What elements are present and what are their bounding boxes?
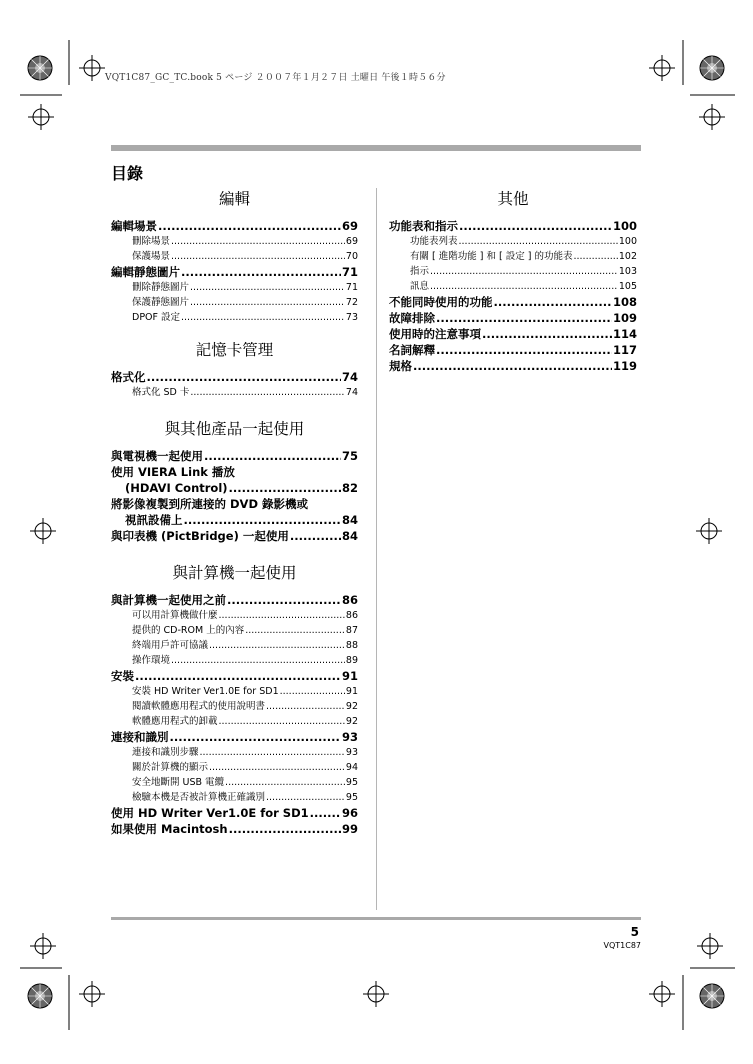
- toc-page-number: 71: [345, 282, 358, 293]
- toc-entry[interactable]: [389, 342, 637, 358]
- section-title: 與其他產品一起使用: [164, 420, 305, 438]
- toc-dot-leader: [266, 790, 345, 805]
- toc-entry-title: 視訊設備上: [125, 513, 183, 527]
- registration-mark-top-left-b: [28, 104, 54, 130]
- toc-entry-line: 使用 VIERA Link 播放: [111, 465, 235, 479]
- toc-entry-title: 功能表列表: [410, 236, 458, 247]
- toc-entry[interactable]: [389, 218, 637, 234]
- toc-page-number: 69: [345, 236, 358, 247]
- registration-mark-bottom-right-b: [697, 933, 723, 959]
- toc-subentry[interactable]: [111, 295, 358, 310]
- toc-subentry[interactable]: [389, 279, 637, 294]
- toc-entry-title: 有關 [ 進階功能 ] 和 [ 設定 ] 的功能表: [410, 251, 573, 262]
- toc-page-number: 72: [345, 297, 358, 308]
- toc-dot-leader: [219, 608, 345, 623]
- toc-dot-leader: [494, 294, 612, 310]
- toc-entry-title: 使用 HD Writer Ver1.0E for SD1: [111, 806, 309, 820]
- toc-dot-leader: [573, 249, 617, 264]
- page-number: 5: [630, 925, 639, 939]
- toc-entry-title: 格式化 SD 卡: [132, 387, 190, 398]
- toc-dot-leader: [280, 684, 345, 699]
- section-title: 記憶卡管理: [195, 341, 274, 359]
- right-column: [389, 188, 637, 374]
- toc-subentry[interactable]: [389, 234, 637, 249]
- toc-dot-leader: [200, 745, 345, 760]
- toc-page-number: 100: [618, 236, 637, 247]
- toc-dot-leader: [209, 760, 345, 775]
- registration-mark-mid-left: [30, 518, 56, 544]
- column-divider: [376, 188, 377, 910]
- toc-dot-leader: [436, 310, 612, 326]
- toc-dot-leader: [190, 385, 345, 400]
- toc-subentry[interactable]: [111, 249, 358, 264]
- toc-entry-title: 使用時的注意事項: [389, 327, 481, 341]
- toc-entry-title: DPOF 設定: [132, 312, 181, 323]
- toc-entry[interactable]: [111, 668, 358, 684]
- toc-subentry[interactable]: [111, 280, 358, 295]
- toc-page-number: 95: [345, 777, 358, 788]
- toc-page-number: 74: [341, 370, 358, 384]
- toc-subentry[interactable]: [111, 623, 358, 638]
- toc-page-number: 69: [341, 219, 358, 233]
- toc-entry[interactable]: [111, 369, 358, 385]
- toc-dot-leader: [430, 279, 618, 294]
- toc-dot-leader: [158, 218, 341, 234]
- toc-entry[interactable]: [111, 528, 358, 544]
- toc-entry-title: 提供的 CD-ROM 上的內容: [132, 625, 245, 636]
- toc-entry-title: 名詞解釋: [389, 343, 435, 357]
- toc-dot-leader: [266, 699, 345, 714]
- top-rule: [111, 145, 641, 151]
- toc-entry-title: 保護靜態圖片: [132, 297, 190, 308]
- toc-page-number: 93: [341, 730, 358, 744]
- toc-entry-title: 不能同時使用的功能: [389, 295, 493, 309]
- toc-dot-leader: [290, 528, 341, 544]
- toc-entry-title: 如果使用 Macintosh: [111, 822, 228, 836]
- starburst-mark-top-left: [28, 56, 52, 80]
- toc-page-number: 114: [612, 327, 637, 341]
- toc-dot-leader: [310, 805, 341, 821]
- toc-dot-leader: [229, 480, 341, 496]
- toc-page-number: 86: [341, 593, 358, 607]
- toc-entry-title: 軟體應用程式的卸載: [132, 716, 218, 727]
- toc-subentry[interactable]: [111, 385, 358, 400]
- toc-entry-title: 訊息: [410, 281, 430, 292]
- toc-page-number: 102: [618, 251, 637, 262]
- toc-page-number: 75: [341, 449, 358, 463]
- toc-dot-leader: [482, 326, 612, 342]
- toc-entry[interactable]: [389, 294, 637, 310]
- starburst-mark-top-right: [700, 56, 724, 80]
- registration-mark-bottom-left-a: [30, 933, 56, 959]
- toc-dot-leader: [229, 821, 341, 837]
- toc-dot-leader: [459, 218, 612, 234]
- toc-page-number: 74: [345, 387, 358, 398]
- toc-subentry[interactable]: [111, 714, 358, 729]
- toc-dot-leader: [181, 310, 345, 325]
- toc-entry-title: (HDAVI Control): [125, 481, 228, 495]
- toc-dot-leader: [170, 729, 341, 745]
- toc-entry[interactable]: [111, 264, 358, 280]
- registration-mark-mid-right: [696, 518, 722, 544]
- toc-dot-leader: [171, 234, 345, 249]
- toc-page-number: 73: [345, 312, 358, 323]
- toc-subentry[interactable]: [111, 790, 358, 805]
- toc-dot-leader: [219, 714, 345, 729]
- registration-mark-bottom-center: [363, 981, 389, 1007]
- toc-entry[interactable]: [111, 592, 358, 608]
- registration-mark-bottom-left-b: [79, 981, 105, 1007]
- toc-dot-leader: [436, 342, 612, 358]
- toc-entry-title: 可以用計算機做什麼: [132, 610, 218, 621]
- toc-entry[interactable]: [389, 326, 637, 342]
- toc-subentry[interactable]: [111, 234, 358, 249]
- toc-subentry[interactable]: [111, 760, 358, 775]
- toc-page-number: 109: [612, 311, 637, 325]
- toc-entry-title: 操作環境: [132, 655, 171, 666]
- toc-page-number: 94: [345, 762, 358, 773]
- toc-page-number: 71: [341, 265, 358, 279]
- toc-page-number: 95: [345, 792, 358, 803]
- toc-subentry[interactable]: [111, 699, 358, 714]
- toc-entry-title: 保護場景: [132, 251, 171, 262]
- toc-subentry[interactable]: [111, 638, 358, 653]
- registration-mark-top-right-a: [649, 55, 675, 81]
- toc-page-number: 91: [345, 686, 358, 697]
- toc-page-number: 87: [345, 625, 358, 636]
- toc-page-number: 84: [341, 513, 358, 527]
- toc-dot-leader: [190, 280, 345, 295]
- toc-page-number: 99: [341, 822, 358, 836]
- toc-entry-title: 故障排除: [389, 311, 435, 325]
- toc-dot-leader: [147, 369, 341, 385]
- toc-entry-title: 關於計算機的顯示: [132, 762, 209, 773]
- toc-entry[interactable]: [111, 729, 358, 745]
- book-header-line: VQT1C87_GC_TC.book 5 ページ ２００７年１月２７日 土曜日 午後１時５６分: [105, 73, 446, 83]
- toc-subentry[interactable]: [389, 249, 637, 264]
- toc-dot-leader: [209, 638, 345, 653]
- section-title: 與計算機一起使用: [172, 564, 297, 582]
- toc-dot-leader: [413, 358, 612, 374]
- toc-subentry[interactable]: [111, 745, 358, 760]
- toc-page-number: 108: [612, 295, 637, 309]
- section-title: 編輯: [218, 190, 250, 208]
- registration-mark-top-left-a: [79, 55, 105, 81]
- toc-page-number: 91: [341, 669, 358, 683]
- toc-entry-title: 閱讀軟體應用程式的使用說明書: [132, 701, 266, 712]
- toc-entry-title: 終端用戶許可協議: [132, 640, 209, 651]
- toc-entry-title: 指示: [410, 266, 430, 277]
- toc-subentry[interactable]: [111, 310, 358, 325]
- toc-dot-leader: [227, 592, 341, 608]
- toc-entry-title: 與計算機一起使用之前: [111, 593, 226, 607]
- toc-entry-title: 刪除場景: [132, 236, 171, 247]
- toc-section: [111, 562, 358, 837]
- toc-subentry[interactable]: [111, 775, 358, 790]
- toc-dot-leader: [190, 295, 345, 310]
- toc-subentry[interactable]: [111, 653, 358, 668]
- toc-page-number: 88: [345, 640, 358, 651]
- toc-entry-title: 規格: [389, 359, 412, 373]
- toc-entry-title: 安裝 HD Writer Ver1.0E for SD1: [132, 686, 279, 697]
- starburst-mark-bottom-left: [28, 984, 52, 1008]
- toc-dot-leader: [225, 775, 345, 790]
- toc-page-number: 70: [345, 251, 358, 262]
- toc-page-number: 93: [345, 747, 358, 758]
- toc-dot-leader: [171, 249, 345, 264]
- toc-entry[interactable]: [111, 821, 358, 837]
- toc-dot-leader: [245, 623, 345, 638]
- toc-subentry[interactable]: [111, 684, 358, 699]
- toc-dot-leader: [459, 234, 618, 249]
- toc-entry-title: 連接和識別: [111, 730, 169, 744]
- toc-entry-title: 安全地斷開 USB 電纜: [132, 777, 225, 788]
- toc-page-number: 89: [345, 655, 358, 666]
- toc-page-number: 100: [612, 219, 637, 233]
- toc-entry[interactable]: [389, 358, 637, 374]
- toc-entry-title: 與電視機一起使用: [111, 449, 203, 463]
- toc-section: [389, 188, 637, 374]
- toc-entry-title: 編輯場景: [111, 219, 157, 233]
- toc-entry[interactable]: [389, 310, 637, 326]
- toc-dot-leader: [181, 264, 341, 280]
- toc-page-number: 96: [341, 806, 358, 820]
- toc-entry[interactable]: [111, 512, 358, 528]
- toc-section: [111, 188, 358, 325]
- toc-page-number: 82: [341, 481, 358, 495]
- toc-section: [111, 339, 358, 400]
- toc-page-number: 92: [345, 701, 358, 712]
- toc-page-number: 117: [612, 343, 637, 357]
- toc-dot-leader: [171, 653, 345, 668]
- page-code: VQT1C87: [603, 941, 641, 950]
- toc-entry-title: 安裝: [111, 669, 134, 683]
- toc-entry-title: 與印表機 (PictBridge) 一起使用: [111, 529, 289, 543]
- toc-entry[interactable]: [111, 805, 358, 821]
- toc-entry-line: 將影像複製到所連接的 DVD 錄影機或: [111, 497, 308, 511]
- left-column: [111, 188, 358, 837]
- page-title: 目錄: [111, 164, 144, 183]
- toc-page-number: 92: [345, 716, 358, 727]
- toc-dot-leader: [135, 668, 341, 684]
- toc-entry[interactable]: [111, 448, 358, 464]
- toc-dot-leader: [204, 448, 341, 464]
- toc-entry-title: 格式化: [111, 370, 146, 384]
- toc-page-number: 86: [345, 610, 358, 621]
- registration-mark-top-right-b: [699, 104, 725, 130]
- starburst-mark-bottom-right: [700, 984, 724, 1008]
- toc-entry-title: 功能表和指示: [389, 219, 458, 233]
- toc-entry-title: 連接和識別步驟: [132, 747, 199, 758]
- toc-dot-leader: [184, 512, 341, 528]
- toc-page-number: 103: [618, 266, 637, 277]
- registration-mark-bottom-right-a: [649, 981, 675, 1007]
- toc-page-number: 119: [612, 359, 637, 373]
- toc-page-number: 84: [341, 529, 358, 543]
- toc-subentry[interactable]: [111, 608, 358, 623]
- toc-subentry[interactable]: [389, 264, 637, 279]
- toc-entry[interactable]: [111, 480, 358, 496]
- toc-entry-title: 刪除靜態圖片: [132, 282, 190, 293]
- toc-page-number: 105: [618, 281, 637, 292]
- toc-dot-leader: [430, 264, 618, 279]
- section-title: 其他: [497, 190, 529, 208]
- toc-entry-title: 編輯靜態圖片: [111, 265, 180, 279]
- bottom-rule: [111, 917, 641, 920]
- toc-entry[interactable]: [111, 218, 358, 234]
- toc-section: [111, 418, 358, 544]
- toc-entry-title: 檢驗本機是否被計算機正確識別: [132, 792, 266, 803]
